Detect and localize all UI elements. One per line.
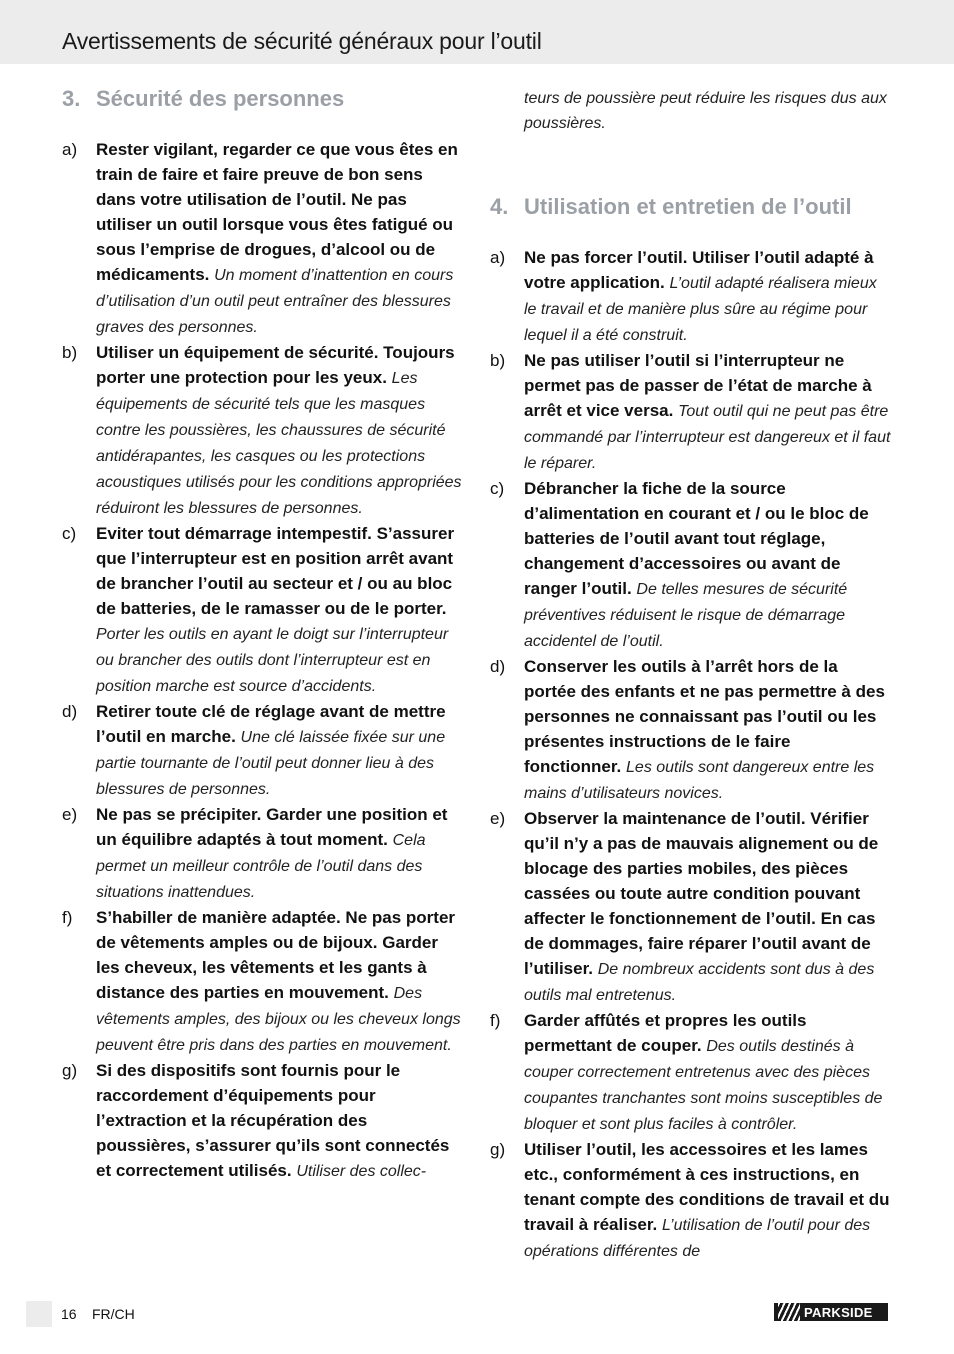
item-text [96, 802, 466, 905]
item-italic-text: Porter les outils en ayant le doigt sur l’interrupteur ou brancher des outils dont l’interrupteur est en position marche est source d’accidents. [96, 626, 449, 695]
list-item-c [490, 476, 892, 654]
list-item-c [62, 521, 466, 699]
item-letter: b) [490, 351, 506, 370]
item-bold-text: Débrancher la fiche de la source d’alimentation en courant et / ou le bloc de batteries de l’outil avant tout réglage, changement d’accessoires ou avant de ranger l’outil. [524, 479, 869, 598]
list-item-e [490, 806, 892, 1008]
brand-name: PARKSIDE [804, 1304, 873, 1320]
item-italic-text: Les outils sont dangereux entre les mains d’utilisateurs novices. [524, 759, 875, 802]
item-letter: a) [62, 140, 78, 159]
item-italic-text: Des vêtements amples, des bijoux ou les cheveux longs peuvent être pris dans des parties en mouvement. [96, 985, 461, 1054]
section-title: Utilisation et entretien de l’outil [524, 194, 852, 219]
section-heading-tool-use [490, 194, 892, 220]
item-text [524, 476, 892, 654]
list-item-b [490, 348, 892, 476]
right-column [490, 86, 892, 1264]
item-text [96, 1058, 466, 1184]
item-bold-text: Rester vigilant, regarder ce que vous êtes en train de faire et faire preuve de bon sens dans votre utilisation de l’outil. Ne pas utiliser un outil lorsque vous êtes fatigué ou sous l’emprise de drogues, d’alcool ou de médicaments. [96, 140, 458, 284]
item-bold-text: Ne pas forcer l’outil. Utiliser l’outil adapté à votre application. [524, 248, 874, 292]
item-text [96, 340, 466, 521]
item-italic-text: Un moment d’inattention en cours d’utilisation d’un outil peut entraîner des blessures graves des personnes. [96, 267, 454, 336]
item-bold-text: Eviter tout démarrage intempestif. S’assurer que l’interrupteur est en position arrêt avant de brancher l’outil au secteur et / ou au bloc de batteries, de le ramasser ou de le porter. [96, 524, 455, 618]
footer-marker [26, 1301, 52, 1327]
item-letter: f) [62, 908, 73, 927]
item-italic-text: Une clé laissée fixée sur une partie tournante de l’outil peut donner lieu à des blessures de personnes. [96, 729, 446, 798]
list-item-b [62, 340, 466, 521]
item-bold-text: Conserver les outils à l’arrêt hors de la portée des enfants et ne pas permettre à des personnes ne connaissant pas l’outil ou les présentes instructions de le faire fonctionner. [524, 657, 885, 776]
item-italic-text: Utiliser des collec- [296, 1163, 427, 1180]
item-bold-text: Retirer toute clé de réglage avant de mettre l’outil en marche. [96, 702, 446, 746]
item-italic-text: De telles mesures de sécurité préventives réduisent le risque de démarrage accidentel de l’outil. [524, 581, 848, 650]
item-italic-text: De nombreux accidents sont dus à des outils mal entretenus. [524, 961, 875, 1004]
item-bold-text: Ne pas utiliser l’outil si l’interrupteur ne permet pas de passer de l’état de marche à arrêt et vice versa. [524, 351, 872, 420]
item-text [96, 699, 466, 802]
item-letter: g) [490, 1140, 506, 1159]
item-text [524, 1137, 892, 1264]
brand-logo [774, 1303, 888, 1321]
item-letter: f) [490, 1011, 501, 1030]
locale-label: FR/CH [92, 1306, 135, 1322]
item-letter: c) [490, 479, 505, 498]
page-title: Avertissements de sécurité généraux pour l’outil [62, 28, 542, 54]
item-bold-text: Utiliser un équipement de sécurité. Toujours porter une protection pour les yeux. [96, 343, 455, 387]
item-italic-text: L’outil adapté réalisera mieux le travail et de manière plus sûre au régime pour lequel il a été construit. [524, 275, 877, 344]
item-letter: e) [490, 809, 506, 828]
item-text [524, 806, 892, 1008]
left-column [62, 86, 466, 1184]
section-number: 4. [490, 194, 509, 219]
item-bold-text: S’habiller de manière adaptée. Ne pas porter de vêtements amples ou de bijoux. Garder les cheveux, les vêtements et les gants à distance des parties en mouvement. [96, 908, 456, 1002]
item-letter: d) [490, 657, 506, 676]
item-text [96, 905, 466, 1058]
brand-stripes-icon [778, 1303, 800, 1321]
item-text [96, 521, 466, 699]
list-item-e [62, 802, 466, 905]
list-item-f [62, 905, 466, 1058]
item-text [524, 245, 892, 348]
item-bold-text: Si des dispositifs sont fournis pour le raccordement d’équipements pour l’extraction et la récupération des poussières, s’assurer qu’ils sont connectés et correctement utilisés. [96, 1061, 450, 1180]
list-item-a [62, 137, 466, 340]
item-text [524, 348, 892, 476]
item-text [524, 1008, 892, 1137]
item-italic-text: Des outils destinés à couper correctement entretenus avec des pièces coupantes tranchantes sont moins susceptibles de bloquer et sont plus faciles à contrôler. [524, 1038, 883, 1133]
section-number: 3. [62, 86, 81, 111]
item-letter: e) [62, 805, 78, 824]
item-italic-text: L’utilisation de l’outil pour des opérations différentes de [524, 1217, 871, 1260]
item-bold-text: Garder affûtés et propres les outils permettant de couper. [524, 1011, 807, 1055]
item-bold-text: Observer la maintenance de l’outil. Vérifier qu’il n’y a pas de mauvais alignement ou de blocage des parties mobiles, des pièces cassées ou toute autre condition pouvant affecter le fonctionnement de l’outil. En cas de dommages, faire réparer l’outil avant de l’utiliser. [524, 809, 879, 978]
item-text [96, 137, 466, 340]
item-letter: c) [62, 524, 77, 543]
item-italic-text: Les équipements de sécurité tels que les masques contre les poussières, les chaussures de sécurité antidérapantes, les casques ou les protections acoustiques utilisés pour les conditions appropriées réduiront les blessures de personnes. [96, 370, 462, 517]
item-bold-text: Ne pas se précipiter. Garder une position et un équilibre adaptés à tout moment. [96, 805, 448, 849]
page-number: 16 [61, 1306, 77, 1322]
list-item-g [62, 1058, 466, 1184]
item-text [524, 654, 892, 806]
item-bold-text: Utiliser l’outil, les accessoires et les lames etc., conformément à ces instructions, en tenant compte des conditions de travail et du travail à réaliser. [524, 1140, 890, 1234]
item-letter: d) [62, 702, 78, 721]
list-item-g [490, 1137, 892, 1264]
section-title: Sécurité des personnes [96, 86, 345, 111]
item-italic-text: Tout outil qui ne peut pas être commandé par l’interrupteur est dangereux et il faut le réparer. [524, 403, 891, 472]
continued-text: teurs de poussière peut réduire les risques dus aux poussières. [524, 90, 887, 132]
list-item-d [62, 699, 466, 802]
list-item-d [490, 654, 892, 806]
list-item-a [490, 245, 892, 348]
item-letter: g) [62, 1061, 78, 1080]
section-heading-personal-safety [62, 86, 466, 112]
item-letter: b) [62, 343, 78, 362]
item-italic-text: Cela permet un meilleur contrôle de l’outil dans des situations inattendues. [96, 832, 426, 901]
item-letter: a) [490, 248, 506, 267]
list-item-f [490, 1008, 892, 1137]
